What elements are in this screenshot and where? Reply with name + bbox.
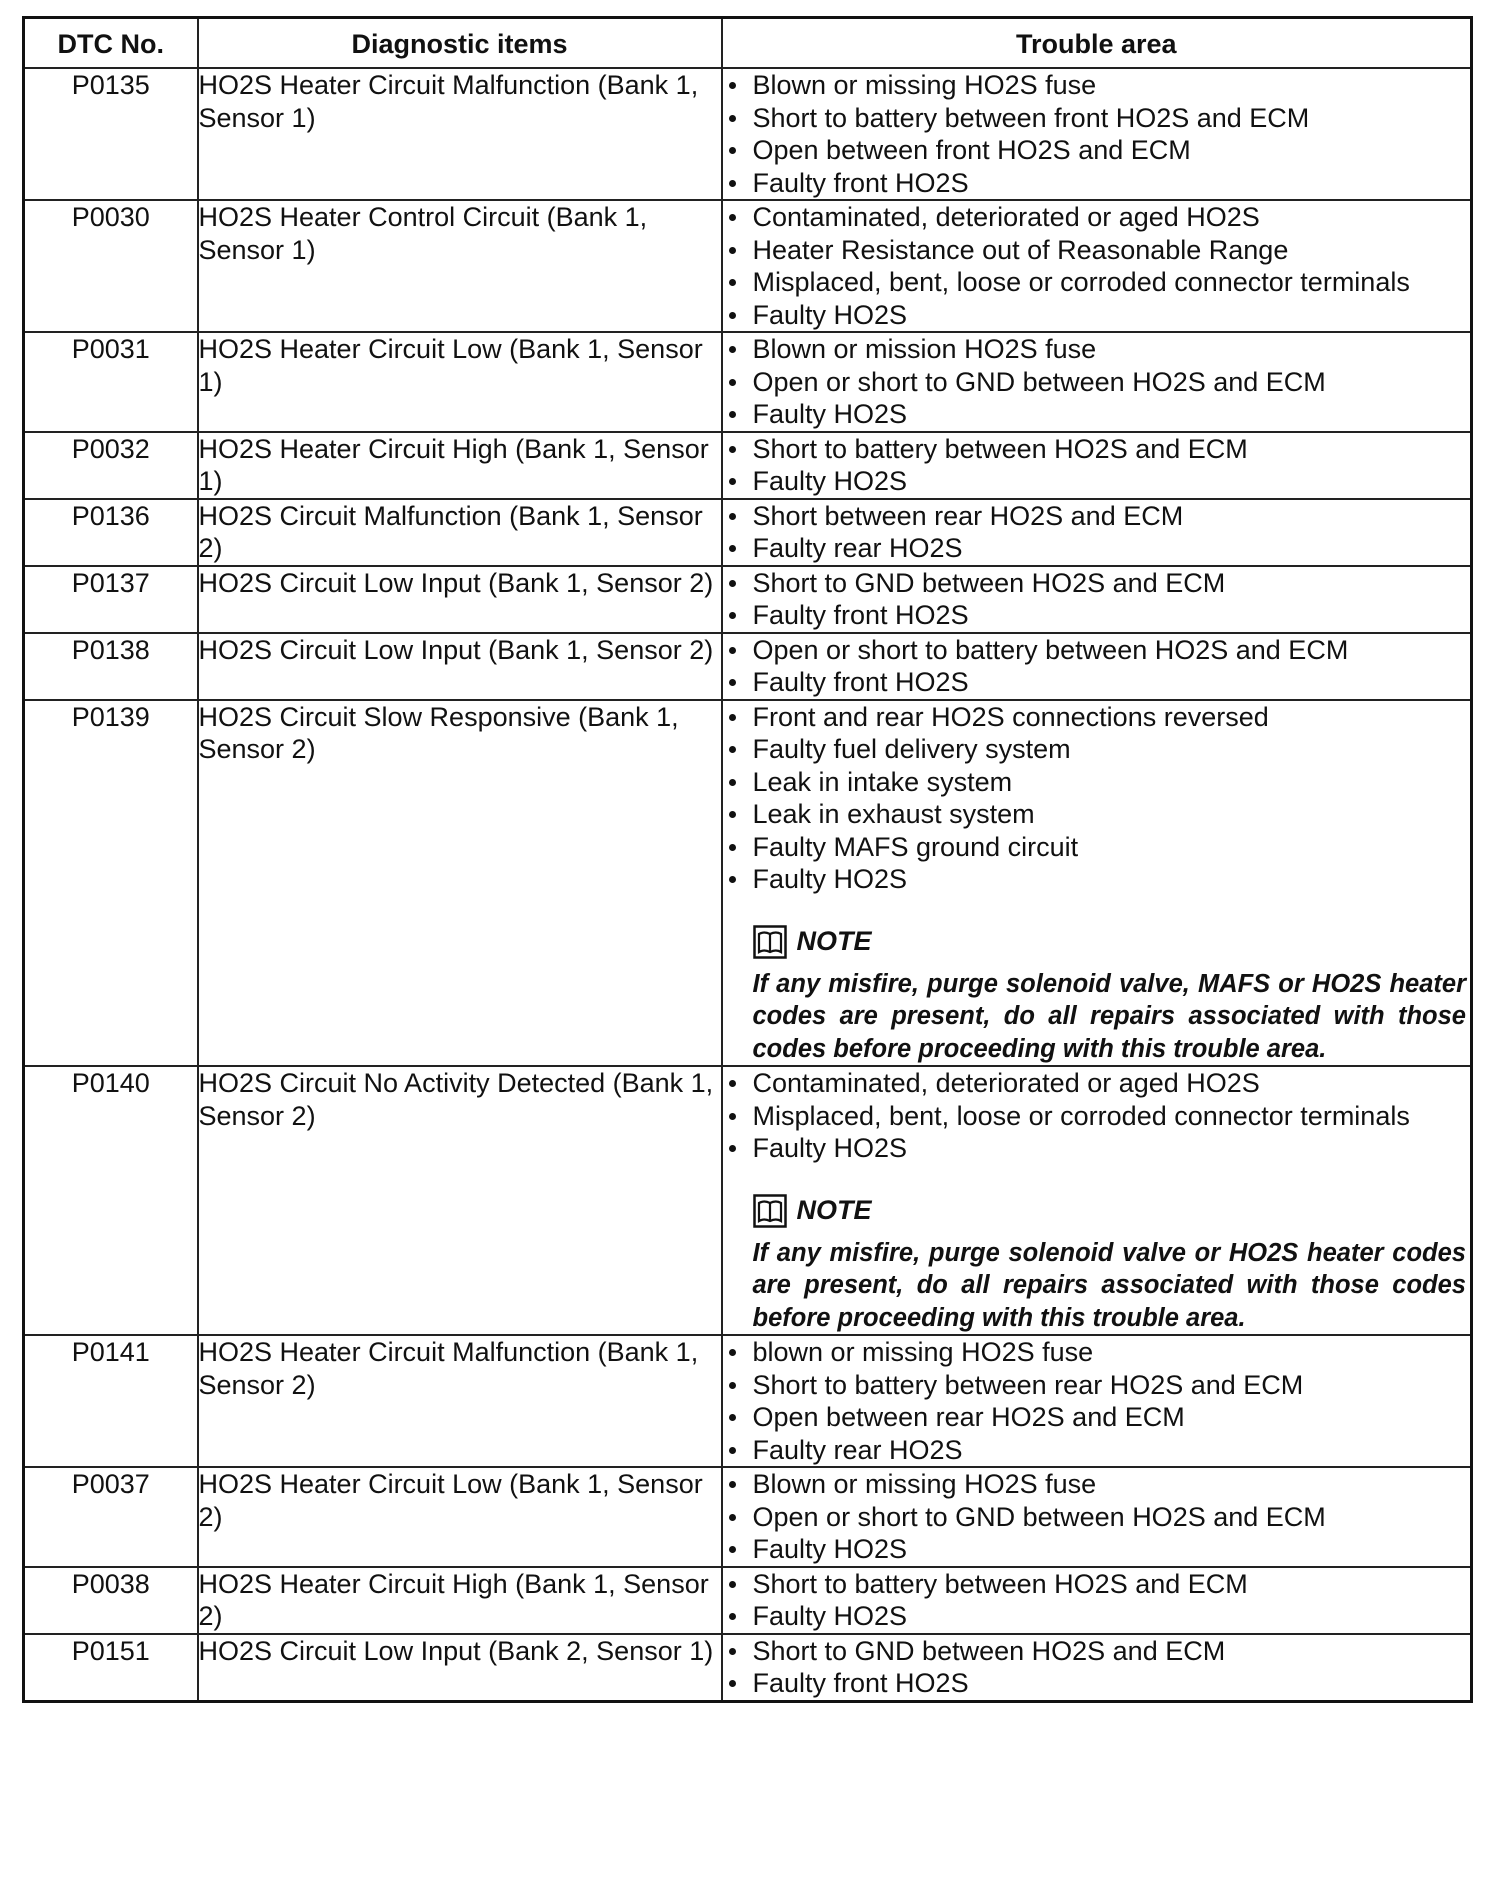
cause-list	[723, 1568, 1471, 1633]
list-item: Blown or mission HO2S fuse	[723, 333, 1471, 366]
note-header	[753, 922, 1471, 962]
diagnostic-item: HO2S Circuit Malfunction (Bank 1, Sensor 2)	[198, 499, 722, 566]
dtc-code: P0031	[24, 332, 198, 432]
list-item: Faulty HO2S	[723, 299, 1471, 332]
list-item: Short to GND between HO2S and ECM	[723, 567, 1471, 600]
dtc-code: P0037	[24, 1467, 198, 1567]
cause-list	[723, 69, 1471, 199]
diagnostic-item: HO2S Heater Circuit High (Bank 1, Sensor 2)	[198, 1567, 722, 1634]
dtc-code: P0140	[24, 1066, 198, 1335]
diagnostic-item: HO2S Heater Circuit Malfunction (Bank 1, Sensor 1)	[198, 68, 722, 200]
table-row	[24, 633, 1472, 700]
trouble-area	[722, 1467, 1472, 1567]
trouble-area	[722, 700, 1472, 1067]
book-icon	[753, 925, 787, 959]
table-row	[24, 332, 1472, 432]
trouble-area	[722, 1634, 1472, 1702]
table-row	[24, 566, 1472, 633]
dtc-code: P0135	[24, 68, 198, 200]
list-item: Blown or missing HO2S fuse	[723, 69, 1471, 102]
dtc-code: P0137	[24, 566, 198, 633]
trouble-area	[722, 566, 1472, 633]
dtc-code: P0141	[24, 1335, 198, 1467]
note-text: If any misfire, purge solenoid valve or HO2S heater codes are present, do all repairs associated with those codes before proceeding with this trouble area.	[752, 1238, 1466, 1332]
list-item: Misplaced, bent, loose or corroded connector terminals	[723, 266, 1471, 299]
list-item: Faulty HO2S	[723, 465, 1471, 498]
table-header	[24, 18, 1472, 69]
table-row	[24, 68, 1472, 200]
cause-list	[723, 634, 1471, 699]
list-item: Leak in exhaust system	[723, 798, 1471, 831]
cause-list	[723, 701, 1471, 896]
dtc-code: P0138	[24, 633, 198, 700]
list-item: Faulty HO2S	[723, 1132, 1471, 1165]
trouble-area	[722, 432, 1472, 499]
cause-list	[723, 1336, 1471, 1466]
cause-list	[723, 500, 1471, 565]
table-body	[24, 68, 1472, 1701]
list-item: Faulty rear HO2S	[723, 532, 1471, 565]
list-item: Faulty MAFS ground circuit	[723, 831, 1471, 864]
cause-list	[723, 1067, 1471, 1165]
cause-list	[723, 1468, 1471, 1566]
table-row	[24, 499, 1472, 566]
list-item: Short to battery between HO2S and ECM	[723, 1568, 1471, 1601]
list-item: Leak in intake system	[723, 766, 1471, 799]
list-item: Heater Resistance out of Reasonable Range	[723, 234, 1471, 267]
dtc-table	[22, 16, 1473, 1703]
dtc-code: P0032	[24, 432, 198, 499]
trouble-area	[722, 200, 1472, 332]
list-item: Faulty fuel delivery system	[723, 733, 1471, 766]
dtc-code: P0030	[24, 200, 198, 332]
list-item: Open or short to GND between HO2S and ECM	[723, 1501, 1471, 1534]
list-item: Open or short to GND between HO2S and ECM	[723, 366, 1471, 399]
book-icon	[753, 1194, 787, 1228]
cause-list	[723, 1635, 1471, 1700]
diagnostic-item: HO2S Heater Circuit Low (Bank 1, Sensor 2)	[198, 1467, 722, 1567]
list-item: Front and rear HO2S connections reversed	[723, 701, 1471, 734]
table-row	[24, 200, 1472, 332]
note-header	[753, 1191, 1471, 1231]
list-item: Faulty front HO2S	[723, 1667, 1471, 1700]
list-item: Faulty front HO2S	[723, 167, 1471, 200]
note-box	[723, 1191, 1471, 1335]
diagnostic-item: HO2S Heater Control Circuit (Bank 1, Sensor 1)	[198, 200, 722, 332]
list-item: Open between front HO2S and ECM	[723, 134, 1471, 167]
trouble-area	[722, 1066, 1472, 1335]
list-item: Short to battery between rear HO2S and ECM	[723, 1369, 1471, 1402]
diagnostic-item: HO2S Heater Circuit Low (Bank 1, Sensor 1)	[198, 332, 722, 432]
list-item: Misplaced, bent, loose or corroded connector terminals	[723, 1100, 1471, 1133]
header-dtc-no: DTC No.	[24, 18, 198, 69]
diagnostic-item: HO2S Circuit No Activity Detected (Bank 1, Sensor 2)	[198, 1066, 722, 1335]
table-row	[24, 1335, 1472, 1467]
diagnostic-item: HO2S Heater Circuit Malfunction (Bank 1, Sensor 2)	[198, 1335, 722, 1467]
diagnostic-item: HO2S Circuit Low Input (Bank 2, Sensor 1)	[198, 1634, 722, 1702]
list-item: Faulty HO2S	[723, 1600, 1471, 1633]
note-label: NOTE	[796, 1195, 872, 1226]
dtc-code: P0139	[24, 700, 198, 1067]
list-item: Short to GND between HO2S and ECM	[723, 1635, 1471, 1668]
header-trouble-area: Trouble area	[722, 18, 1472, 69]
list-item: Faulty HO2S	[723, 1533, 1471, 1566]
cause-list	[723, 567, 1471, 632]
list-item: Open between rear HO2S and ECM	[723, 1401, 1471, 1434]
cause-list	[723, 201, 1471, 331]
list-item: Faulty HO2S	[723, 398, 1471, 431]
trouble-area	[722, 1567, 1472, 1634]
diagnostic-item: HO2S Circuit Low Input (Bank 1, Sensor 2)	[198, 566, 722, 633]
diagnostic-item: HO2S Heater Circuit High (Bank 1, Sensor 1)	[198, 432, 722, 499]
list-item: Open or short to battery between HO2S and ECM	[723, 634, 1471, 667]
cause-list	[723, 333, 1471, 431]
list-item: Short to battery between HO2S and ECM	[723, 433, 1471, 466]
trouble-area	[722, 332, 1472, 432]
table-row	[24, 1066, 1472, 1335]
table-row	[24, 1467, 1472, 1567]
list-item: Contaminated, deteriorated or aged HO2S	[723, 1067, 1471, 1100]
list-item: Faulty HO2S	[723, 863, 1471, 896]
note-label: NOTE	[796, 926, 872, 957]
list-item: Faulty front HO2S	[723, 599, 1471, 632]
list-item: Contaminated, deteriorated or aged HO2S	[723, 201, 1471, 234]
header-diagnostic-items: Diagnostic items	[198, 18, 722, 69]
note-text: If any misfire, purge solenoid valve, MAFS or HO2S heater codes are present, do all repairs associated with those codes before proceeding with this trouble area.	[752, 969, 1466, 1063]
table-row	[24, 700, 1472, 1067]
note-box	[723, 922, 1471, 1066]
table-row	[24, 432, 1472, 499]
trouble-area	[722, 633, 1472, 700]
cause-list	[723, 433, 1471, 498]
list-item: Short between rear HO2S and ECM	[723, 500, 1471, 533]
trouble-area	[722, 1335, 1472, 1467]
diagnostic-item: HO2S Circuit Slow Responsive (Bank 1, Sensor 2)	[198, 700, 722, 1067]
dtc-code: P0151	[24, 1634, 198, 1702]
trouble-area	[722, 499, 1472, 566]
dtc-code: P0038	[24, 1567, 198, 1634]
dtc-code: P0136	[24, 499, 198, 566]
list-item: Short to battery between front HO2S and ECM	[723, 102, 1471, 135]
table-row	[24, 1567, 1472, 1634]
header-row	[24, 18, 1472, 69]
list-item: Faulty front HO2S	[723, 666, 1471, 699]
trouble-area	[722, 68, 1472, 200]
list-item: Blown or missing HO2S fuse	[723, 1468, 1471, 1501]
list-item: blown or missing HO2S fuse	[723, 1336, 1471, 1369]
list-item: Faulty rear HO2S	[723, 1434, 1471, 1467]
table-row	[24, 1634, 1472, 1702]
diagnostic-item: HO2S Circuit Low Input (Bank 1, Sensor 2)	[198, 633, 722, 700]
